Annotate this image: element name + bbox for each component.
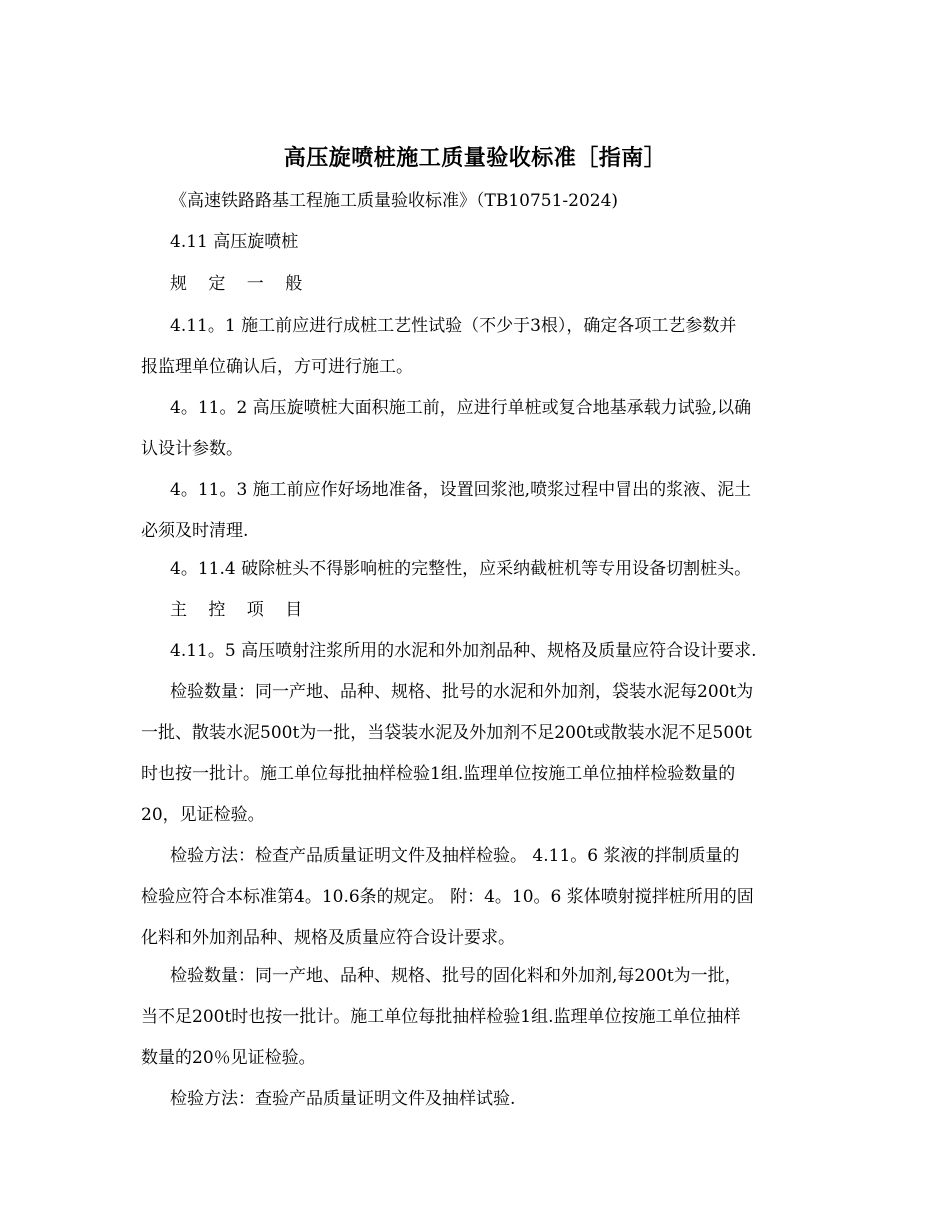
inspection-method-1-line-3: 化料和外加剂品种、规格及质量应符合设计要求。 xyxy=(141,928,515,948)
inspection-quantity-2-line-3: 数量的20％见证检验。 xyxy=(141,1048,316,1068)
section-heading: 4.11 高压旋喷桩 xyxy=(170,232,299,252)
paragraph-4-11-2-line-1: 4。11。2 高压旋喷桩大面积施工前，应进行单桩或复合地基承载力试验,以确 xyxy=(170,398,752,418)
document-title: 高压旋喷桩施工质量验收标准［指南］ xyxy=(283,145,667,171)
paragraph-4-11-4: 4。11.4 破除桩头不得影响桩的完整性，应采纳截桩机等专用设备切割桩头。 xyxy=(170,559,752,579)
paragraph-4-11-3-line-1: 4。11。3 施工前应作好场地准备，设置回浆池,喷浆过程中冒出的浆液、泥土 xyxy=(170,480,752,500)
inspection-quantity-1-line-3: 时也按一批计。施工单位每批抽样检验1组.监理单位按施工单位抽样检验数量的 xyxy=(141,764,736,784)
inspection-method-1-line-1: 检验方法：检查产品质量证明文件及抽样检验。 4.11。6 浆液的拌制质量的 xyxy=(170,846,740,866)
paragraph-4-11-1-line-2: 报监理单位确认后，方可进行施工。 xyxy=(141,357,413,377)
inspection-quantity-1-line-2: 一批、散装水泥500t为一批，当袋装水泥及外加剂不足200t或散装水泥不足500t xyxy=(141,723,752,743)
inspection-quantity-1-line-4: 20，见证检验。 xyxy=(141,805,265,825)
paragraph-4-11-1-line-1: 4.11。1 施工前应进行成桩工艺性试验（不少于3根），确定各项工艺参数并 xyxy=(170,316,737,336)
paragraph-4-11-2-line-2: 认设计参数。 xyxy=(141,439,243,459)
inspection-method-2: 检验方法：查验产品质量证明文件及抽样试验. xyxy=(170,1089,516,1109)
inspection-quantity-2-line-2: 当不足200t时也按一批计。施工单位每批抽样检验1组.监理单位按施工单位抽样 xyxy=(141,1007,741,1027)
standard-reference: 《高速铁路路基工程施工质量验收标准》（TB10751-2024) xyxy=(170,191,619,211)
inspection-method-1-line-2: 检验应符合本标准第4。10.6条的规定。 附：4。10。6 浆体喷射搅拌桩所用的固 xyxy=(141,887,754,907)
paragraph-4-11-3-line-2: 必须及时清理. xyxy=(141,521,249,541)
inspection-quantity-2-line-1: 检验数量：同一产地、品种、规格、批号的固化料和外加剂,每200t为一批， xyxy=(170,966,742,986)
inspection-quantity-1-line-1: 检验数量：同一产地、品种、规格、批号的水泥和外加剂，袋装水泥每200t为 xyxy=(170,682,754,702)
heading-general-provisions: 规 定 一 般 xyxy=(170,274,311,294)
heading-main-control-items: 主 控 项 目 xyxy=(170,600,311,620)
paragraph-4-11-5: 4.11。5 高压喷射注浆所用的水泥和外加剂品种、规格及质量应符合设计要求. xyxy=(170,641,757,661)
